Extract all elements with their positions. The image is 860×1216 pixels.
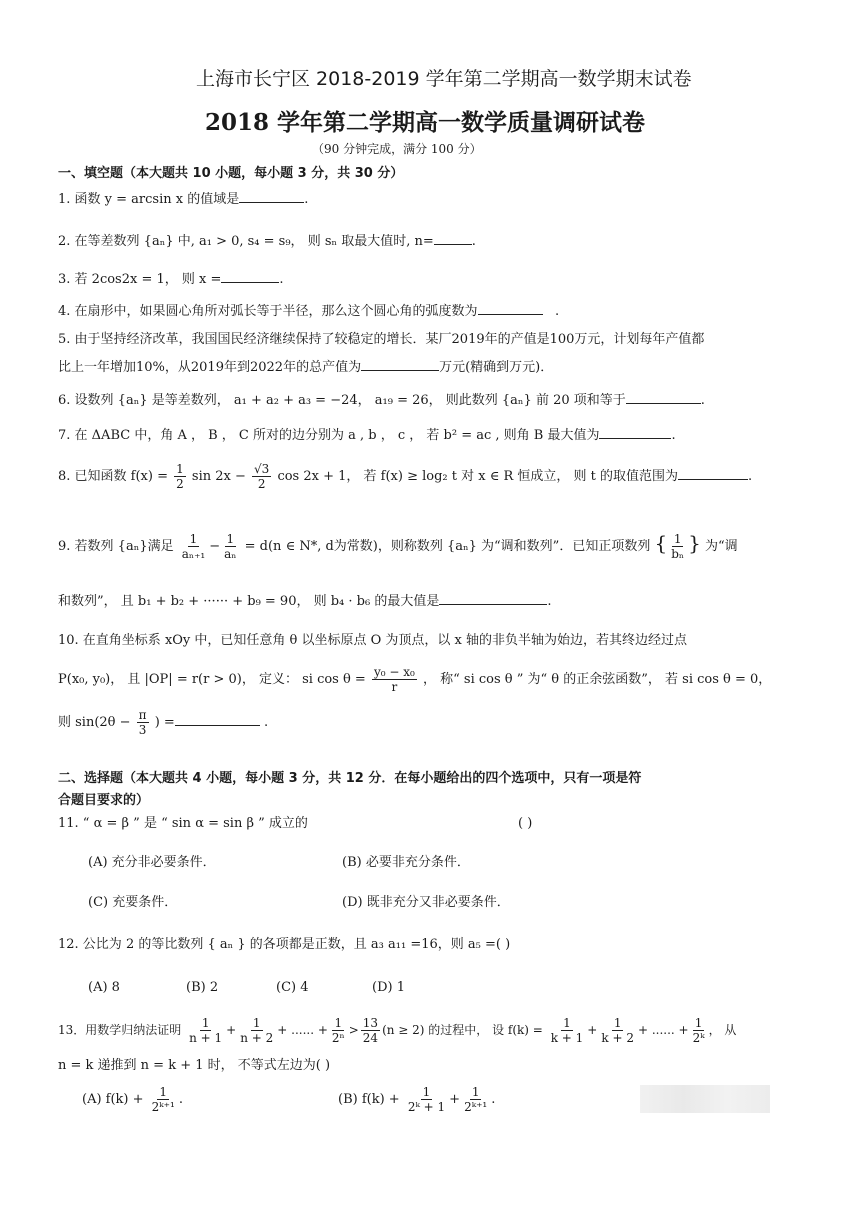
question-13-text: ， 从 — [708, 1023, 737, 1037]
exam-note: （90 分钟完成，满分 100 分） — [312, 142, 482, 156]
section-fill-in-heading: 一、填空题（本大题共 10 小题，每小题 3 分，共 30 分） — [58, 166, 404, 181]
question-12: 12. 公比为 2 的等比数列 { aₙ } 的各项都是正数，且 a₃ a₁₁ =16，则 a₅ =( ) — [58, 937, 511, 952]
question-9-text: = d(n ∈ N*, d为常数)，则称数列 {aₙ} 为“调和数列”．已知正项数列 — [244, 539, 651, 554]
question-4-text: 4. 在扇形中，如果圆心角所对弧长等于半径，那么这个圆心角的弧度数为 — [58, 304, 478, 319]
question-9-text: 和数列”， 且 b₁ + b₂ + ······ + b₉ = 90， 则 b₄ · b₆ 的最大值是 — [58, 594, 440, 609]
question-6-text: 6. 设数列 {aₙ} 是等差数列， a₁ + a₂ + a₃ = −24， a₁₉ = 26， 则此数列 {aₙ} 前 20 项和等于 — [58, 393, 626, 408]
option-d: (D) 既非充分又非必要条件． — [342, 895, 510, 910]
question-7-text: 7. 在 ΔABC 中，角 A ， B ， C 所对的边分别为 a , b ， c ， 若 b² = ac , 则角 B 最大值为 — [58, 428, 600, 443]
question-2: 2. 在等差数列 {aₙ} 中, a₁ > 0, s₄ = s₉， 则 sₙ 取最大值时, n= . — [58, 234, 476, 249]
fraction: $\frac{1}{n + 2}$ — [240, 1016, 274, 1045]
fraction: $\frac{1}{\text{2ᵏ⁺¹}}$ — [151, 1085, 175, 1114]
option-b: (B) 必要非充分条件． — [342, 855, 470, 870]
answer-blank — [361, 358, 439, 371]
question-2-text: 2. 在等差数列 {aₙ} 中, a₁ > 0, s₄ = s₉， 则 sₙ 取最大值时, n= — [58, 234, 434, 249]
question-10-text: 则 sin(2θ − — [58, 715, 131, 730]
answer-paren: ( ) — [518, 816, 533, 831]
section-choice-heading-cont: 合题目要求的） — [58, 793, 150, 808]
answer-blank — [221, 270, 279, 283]
option-d: (D) 1 — [372, 980, 405, 995]
question-11: 11. “ α = β ” 是 “ sin α = sin β ” 成立的 — [58, 816, 308, 831]
fraction: $\frac{1}{k + 2}$ — [601, 1016, 634, 1045]
question-13-text: + ...... + — [637, 1023, 689, 1037]
question-1-text: 1. 函数 y = arcsin x 的值域是 — [58, 192, 240, 207]
fraction: $\frac{1}{\text{2ᵏ + 1}}$ — [407, 1085, 446, 1114]
question-9-line-2: 和数列”， 且 b₁ + b₂ + ······ + b₉ = 90， 则 b₄ · b₆ 的最大值是 . — [58, 594, 552, 609]
answer-blank — [478, 302, 543, 315]
section-choice-heading: 二、选择题（本大题共 4 小题，每小题 3 分，共 12 分．在每小题给出的四个选项中，只有一项是符 — [58, 771, 642, 786]
question-4: 4. 在扇形中，如果圆心角所对弧长等于半径，那么这个圆心角的弧度数为 . — [58, 304, 560, 319]
option-a: (A) 充分非必要条件． — [88, 855, 216, 870]
fraction: $\frac{1}{\text{bₙ}}$ — [671, 532, 685, 561]
fraction: $\frac{1}{\text{2ⁿ}}$ — [331, 1016, 345, 1045]
fraction: $\frac{\pi}{3}$ — [138, 708, 147, 737]
question-9-text: 为“调 — [704, 539, 738, 554]
question-10-text: ) = — [154, 715, 175, 730]
question-10-line-1: 10. 在直角坐标系 xOy 中，已知任意角 θ 以坐标原点 O 为顶点，以 x 轴的非负半轴为始边，若其终边经过点 — [58, 633, 688, 648]
option-a: (A) 8 — [88, 980, 120, 995]
question-3: 3. 若 2cos2x = 1， 则 x = . — [58, 272, 284, 287]
question-10-line-2 — [58, 664, 771, 696]
question-5-unit: 万元(精确到万元)． — [439, 360, 554, 375]
question-3-text: 3. 若 2cos2x = 1， 则 x = — [58, 272, 222, 287]
answer-blank — [626, 391, 701, 404]
fraction: $\frac{√3}{2}$ — [254, 462, 270, 491]
fraction: $\frac{1}{\text{aₙ}}$ — [224, 532, 237, 561]
fraction: $\frac{1}{n + 1}$ — [189, 1016, 223, 1045]
document-title: 上海市长宁区 2018-2019 学年第二学期高一数学期末试卷 — [196, 68, 692, 90]
question-13-text: 13．用数学归纳法证明 — [58, 1023, 182, 1037]
question-8-text: sin 2x − — [191, 469, 246, 484]
question-13-line-1: 13．用数学归纳法证明 $\frac{1}{n + 1}$ + $\frac{1}{n + 2}$ + ...... + $\frac{1}{\text{2ⁿ}}$ > $\frac{13}{24}$ (n ≥ 2) 的过程中， 设 f(k) = $\frac{1}{k + 1}$ + $\frac{1}{k + 2}$ + ...... + $\frac{1}{\text{2ᵏ}}$ ， 从 — [58, 1016, 737, 1045]
question-5-line-1: 5. 由于坚持经济改革，我国国民经济继续保持了较稳定的增长．某厂2019年的产值是100万元，计划每年产值都 — [58, 332, 705, 347]
answer-blank — [175, 713, 260, 726]
question-10-text: ， 称“ si cos θ ” 为“ θ 的正余弦函数”， 若 si cos θ = 0， — [422, 672, 772, 687]
blurred-watermark — [640, 1085, 770, 1113]
answer-blank — [434, 232, 472, 245]
option-b: (B) f(k) + $\frac{1}{\text{2ᵏ + 1}}$ + $\frac{1}{\text{2ᵏ⁺¹}}$ . — [338, 1085, 496, 1114]
question-7: 7. 在 ΔABC 中，角 A ， B ， C 所对的边分别为 a , b ， c ， 若 b² = ac , 则角 B 最大值为 . — [58, 428, 676, 443]
question-13-line-2: n = k 递推到 n = k + 1 时， 不等式左边为( ) — [58, 1058, 331, 1073]
fraction: $\frac{1}{2}$ — [176, 462, 184, 491]
exam-title: 2018 学年第二学期高一数学质量调研试卷 — [205, 109, 646, 136]
answer-blank — [439, 592, 547, 605]
fraction: $\frac{13}{24}$ — [362, 1016, 379, 1045]
question-6: 6. 设数列 {aₙ} 是等差数列， a₁ + a₂ + a₃ = −24， a₁₉ = 26， 则此数列 {aₙ} 前 20 项和等于 . — [58, 393, 705, 408]
question-5-text: 比上一年增加10%，从2019年到2022年的总产值为 — [58, 360, 362, 375]
option-c: (C) 充要条件． — [88, 895, 178, 910]
answer-blank — [678, 467, 748, 480]
fraction: $\frac{1}{k + 1}$ — [550, 1016, 584, 1045]
question-1: 1. 函数 y = arcsin x 的值域是 . — [58, 192, 309, 207]
fraction: $\frac{\text{y₀ − x₀}}{r}$ — [373, 665, 415, 694]
option-b: (B) 2 — [186, 980, 219, 995]
question-9-text: 9. 若数列 {aₙ}满足 — [58, 539, 174, 554]
question-8-text: 8. 已知函数 f(x) = — [58, 469, 168, 484]
fraction: $\frac{1}{\text{2ᵏ}}$ — [692, 1016, 705, 1045]
option-c: (C) 4 — [276, 980, 309, 995]
question-10-line-3: 则 sin(2θ − $\frac{\pi}{3}$ ) = . — [58, 708, 269, 737]
answer-blank — [599, 426, 671, 439]
fraction: $\frac{1}{\text{aₙ₊₁}}$ — [181, 532, 206, 561]
question-8-text: cos 2x + 1， 若 f(x) ≥ log₂ t 对 x ∈ R 恒成立， 则 t 的取值范围为 — [277, 469, 678, 484]
question-10-text: P(x₀, y₀)， 且 |OP| = r(r > 0)， 定义： si cos θ = — [58, 672, 366, 687]
option-a: (A) f(k) + $\frac{1}{\text{2ᵏ⁺¹}}$ . — [82, 1085, 183, 1114]
fraction: $\frac{1}{\text{2ᵏ⁺¹}}$ — [464, 1085, 488, 1114]
answer-blank — [239, 190, 304, 203]
question-13-text: (n ≥ 2) 的过程中， 设 f(k) = — [382, 1023, 543, 1037]
question-9-line-1: 9. 若数列 {aₙ}满足 $\frac{1}{\text{aₙ₊₁}}$ − $\frac{1}{\text{aₙ}}$ = d(n ∈ N*, d为常数)，则称数列 {aₙ} 为“调和数列”．已知正项数列 { $\frac{1}{\text{bₙ}}$ } 为“调 — [58, 531, 738, 561]
question-8: 8. 已知函数 f(x) = $\frac{1}{2}$ sin 2x − $\frac{√3}{2}$ cos 2x + 1， 若 f(x) ≥ log₂ t 对 x ∈ R 恒成立， 则 t 的取值范围为 . — [58, 462, 753, 491]
question-5-line-2 — [58, 358, 553, 377]
question-13-text: + ...... + — [277, 1023, 328, 1037]
